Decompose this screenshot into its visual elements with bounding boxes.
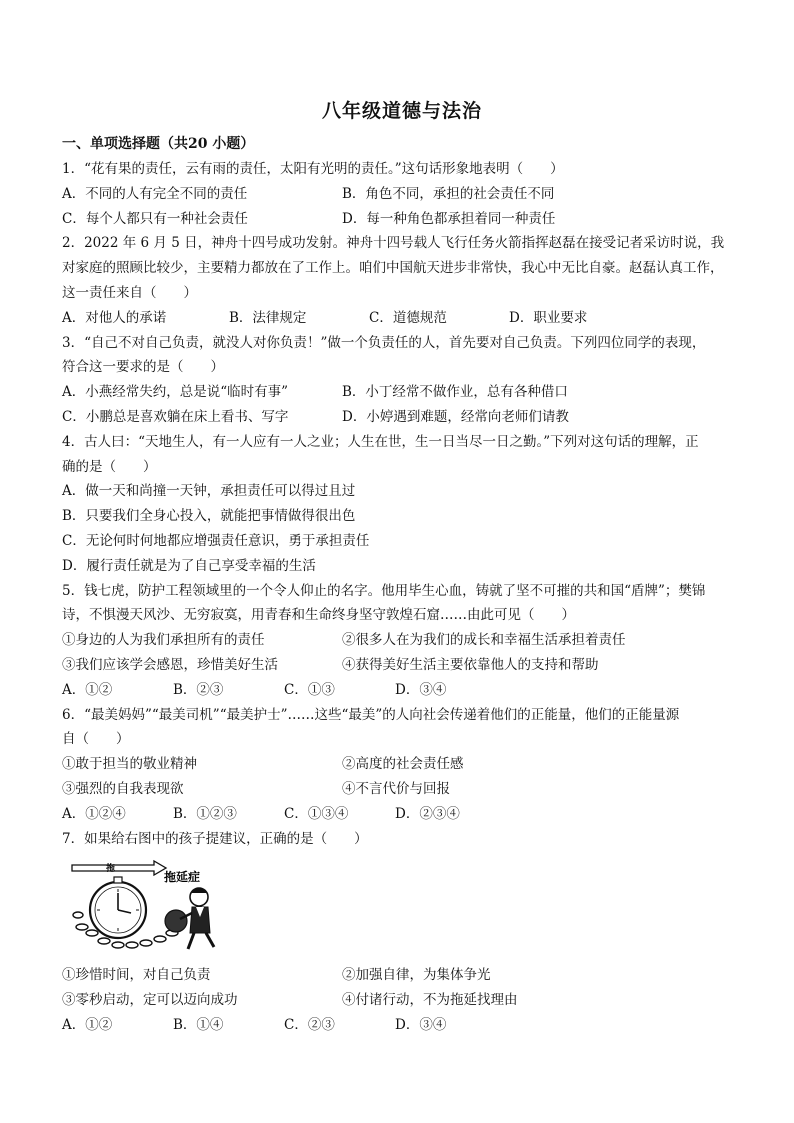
option-c[interactable]: C．①③④ [284, 805, 349, 822]
option-c[interactable]: C．①③ [284, 681, 335, 698]
statement-item: ③强烈的自我表现欲 [62, 780, 184, 797]
question-1 [62, 157, 742, 231]
statement-item: ①身边的人为我们承担所有的责任 [62, 632, 265, 649]
answer-options [62, 1013, 742, 1038]
statement-item: ②加强自律，为集体争光 [342, 967, 491, 984]
statement-item: ①敢于担当的敬业精神 [62, 756, 197, 773]
question-stem: 4．古人曰：“天地生人，有一人应有一人之业；人生在世，生一日当尽一日之勤。”下列对这句话的理解，正 [62, 433, 699, 450]
option-a[interactable]: A．做一天和尚撞一天钟，承担责任可以得过且过 [62, 483, 356, 500]
option-d[interactable]: D．职业要求 [509, 309, 588, 326]
option-b[interactable]: B．②③ [173, 681, 224, 698]
option-a[interactable]: A．小燕经常失约，总是说“临时有事” [62, 384, 289, 401]
question-stem: 自（ ） [62, 731, 130, 748]
option-c[interactable]: C．②③ [284, 1016, 335, 1033]
answer-options [62, 479, 742, 578]
question-stem: 7．如果给右图中的孩子提建议，正确的是（ ） [62, 830, 368, 847]
question-stem: 对家庭的照顾比较少，主要精力都放在了工作上。咱们中国航天进步非常快，我心中无比自豪。赵磊认真工作， [62, 260, 724, 277]
statement-item: ③我们应该学会感恩，珍惜美好生活 [62, 656, 278, 673]
exam-page [62, 96, 742, 1038]
statement-item: ②很多人在为我们的成长和幸福生活承担着责任 [342, 632, 626, 649]
question-stem: 1．“花有果的责任，云有雨的责任，太阳有光明的责任。”这句话形象地表明（ ） [62, 161, 564, 177]
question-4 [62, 430, 742, 579]
option-d[interactable]: D．履行责任就是为了自己享受幸福的生活 [62, 557, 316, 574]
option-c[interactable]: C．道德规范 [369, 309, 447, 326]
cartoon-caption: 拖延症 [164, 870, 201, 885]
statement-item: ④不言代价与回报 [342, 780, 450, 797]
statement-item: ③零秒启动，定可以迈向成功 [62, 992, 238, 1009]
option-c[interactable]: C．无论何时何地都应增强责任意识，勇于承担责任 [62, 532, 370, 549]
question-7 [62, 827, 742, 1038]
question-stem: 诗，不惧漫天风沙、无穷寂寞，用青春和生命终身坚守敦煌石窟……由此可见（ ） [62, 607, 575, 624]
procrastination-cartoon [68, 855, 223, 955]
statement-item: ④获得美好生活主要依靠他人的支持和帮助 [342, 656, 599, 673]
option-b[interactable]: B．只要我们全身心投入，就能把事情做得很出色 [62, 508, 356, 525]
option-a[interactable]: A．①② [62, 681, 113, 698]
option-b[interactable]: B．①②③ [173, 805, 237, 822]
option-b[interactable]: B．小丁经常不做作业，总有各种借口 [342, 384, 568, 401]
statement-item: ④付诸行动，不为拖延找理由 [342, 992, 518, 1009]
option-a[interactable]: A．①② [62, 1016, 113, 1033]
question-stem: 符合这一要求的是（ ） [62, 359, 224, 376]
option-d[interactable]: D．②③④ [395, 805, 460, 822]
option-b[interactable]: B．①④ [173, 1016, 224, 1033]
option-a[interactable]: A．①②④ [62, 805, 126, 822]
arrow-label: 拖 [106, 864, 116, 875]
answer-options [62, 306, 742, 331]
question-stem: 2．2022 年 6 月 5 日，神舟十四号成功发射。神舟十四号载人飞行任务火箭指挥赵磊在接受记者采访时说，我 [62, 235, 725, 252]
question-5 [62, 579, 742, 703]
option-d[interactable]: D．每一种角色都承担着同一种责任 [342, 210, 556, 227]
option-a[interactable]: A．对他人的承诺 [62, 309, 167, 326]
option-c[interactable]: C．每个人都只有一种社会责任 [62, 210, 248, 227]
question-stem: 3．“自己不对自己负责，就没人对你负责！”做一个负责任的人，首先要对自己负责。下列四位同学的表现， [62, 334, 706, 351]
option-b[interactable]: B．角色不同，承担的社会责任不同 [342, 185, 555, 202]
section-heading: 一、单项选择题（共20 小题） [62, 136, 255, 152]
option-b[interactable]: B．法律规定 [229, 309, 307, 326]
statement-items [62, 752, 742, 802]
option-a[interactable]: A．不同的人有完全不同的责任 [62, 185, 248, 202]
question-stem: 这一责任来自（ ） [62, 284, 197, 301]
answer-options [62, 182, 742, 232]
option-d[interactable]: D．③④ [395, 1016, 447, 1033]
question-stem: 5．钱七虎，防护工程领域里的一个令人仰止的名字。他用毕生心血，铸就了坚不可摧的共和国“盾牌”；樊锦 [62, 582, 706, 599]
statement-items [62, 628, 742, 678]
answer-options [62, 802, 742, 827]
page-title: 八年级道德与法治 [321, 100, 482, 122]
option-d[interactable]: D．小婷遇到难题，经常向老师们请教 [342, 408, 569, 425]
statement-items [62, 963, 742, 1013]
option-d[interactable]: D．③④ [395, 681, 447, 698]
statement-item: ①珍惜时间，对自己负责 [62, 967, 211, 984]
question-2 [62, 231, 742, 330]
question-3 [62, 331, 742, 430]
answer-options [62, 678, 742, 703]
answer-options [62, 380, 742, 430]
question-stem: 确的是（ ） [62, 458, 157, 475]
statement-item: ②高度的社会责任感 [342, 756, 464, 773]
question-stem: 6．“最美妈妈”“最美司机”“最美护士”……这些“最美”的人向社会传递着他们的正能量，他们的正能量源 [62, 706, 680, 723]
question-6 [62, 703, 742, 827]
option-c[interactable]: C．小鹏总是喜欢躺在床上看书、写字 [62, 408, 289, 425]
